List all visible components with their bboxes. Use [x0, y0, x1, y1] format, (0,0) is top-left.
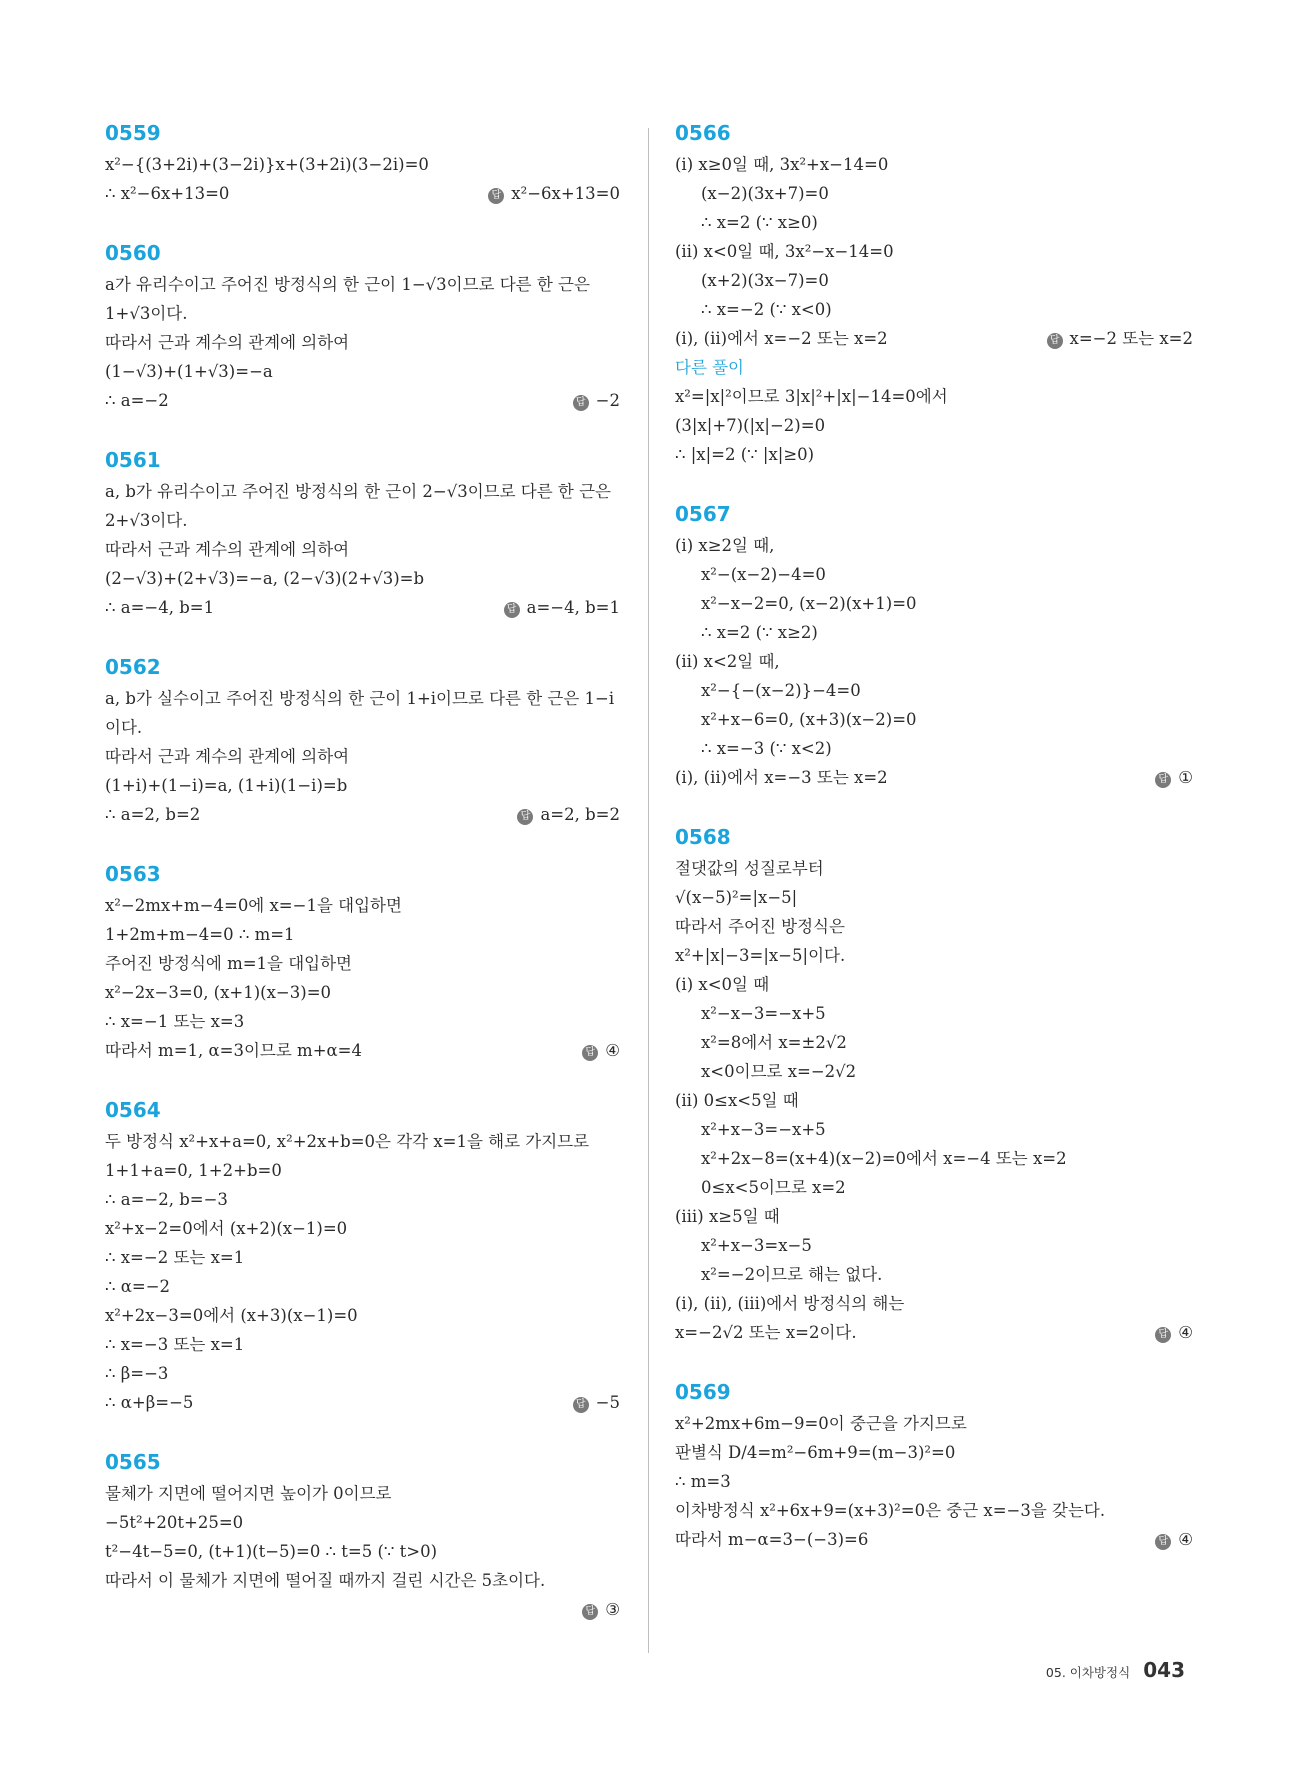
solution-line — [675, 676, 1193, 705]
line-text: ∴ x=−3 (∵ x<2) — [701, 739, 832, 758]
answer-badge-icon: 답 — [1155, 1534, 1171, 1550]
line-text: (ⅱ) x<2일 때, — [675, 652, 780, 671]
solution-line — [675, 1115, 1193, 1144]
line-text: t²−4t−5=0, (t+1)(t−5)=0 ∴ t=5 (∵ t>0) — [105, 1542, 438, 1561]
page-footer — [1046, 1658, 1185, 1682]
line-text: 물체가 지면에 떨어지면 높이가 0이므로 — [105, 1484, 392, 1503]
solution-line — [675, 1467, 1193, 1496]
line-text: ∴ β=−3 — [105, 1364, 169, 1383]
line-text: x²−2mx+m−4=0에 x=−1을 대입하면 — [105, 896, 402, 915]
line-text: x²−x−3=−x+5 — [701, 1004, 826, 1023]
line-text: √(x−5)²=|x−5| — [675, 888, 798, 907]
solution-line — [105, 1127, 620, 1156]
line-text: −5t²+20t+25=0 — [105, 1513, 244, 1532]
solution-line — [675, 150, 1193, 179]
line-text: ∴ x=−3 또는 x=1 — [105, 1335, 245, 1354]
solution-line — [105, 1243, 620, 1272]
problem-number: 0562 — [105, 655, 161, 679]
problem-block — [105, 652, 620, 829]
solution-line — [105, 742, 620, 771]
line-text: 2+√3이다. — [105, 511, 188, 530]
solution-line — [105, 800, 620, 829]
line-text: x²=|x|²이므로 3|x|²+|x|−14=0에서 — [675, 387, 948, 406]
line-text: (3|x|+7)(|x|−2)=0 — [675, 416, 826, 435]
solution-line — [105, 891, 620, 920]
solution-line — [675, 970, 1193, 999]
answer-value: −2 — [595, 391, 620, 410]
solution-line — [105, 270, 620, 299]
solution-line — [675, 560, 1193, 589]
solution-line — [105, 1214, 620, 1243]
line-text: 이차방정식 x²+6x+9=(x+3)²=0은 중근 x=−3을 갖는다. — [675, 1501, 1106, 1520]
problem-number: 0563 — [105, 862, 161, 886]
line-text: (1−√3)+(1+√3)=−a — [105, 362, 273, 381]
line-text: ∴ |x|=2 (∵ |x|≥0) — [675, 445, 815, 464]
solution-line — [675, 1144, 1193, 1173]
solution-line — [105, 1156, 620, 1185]
solution-line — [105, 1272, 620, 1301]
answer-badge-icon: 답 — [1047, 333, 1063, 349]
solution-line — [105, 920, 620, 949]
solution-line — [675, 411, 1193, 440]
line-text: x<0이므로 x=−2√2 — [701, 1062, 857, 1081]
solution-line — [105, 771, 620, 800]
answer — [582, 1036, 620, 1065]
answer-value: a=2, b=2 — [540, 805, 620, 824]
line-text: x²−2x−3=0, (x+1)(x−3)=0 — [105, 983, 332, 1002]
solution-line — [105, 1388, 620, 1417]
solution-line — [105, 535, 620, 564]
line-text: 따라서 이 물체가 지면에 떨어질 때까지 걸린 시간은 5초이다. — [105, 1571, 546, 1590]
answer-badge-icon: 답 — [582, 1604, 598, 1620]
solution-line — [105, 978, 620, 1007]
alternative-solution-label — [675, 353, 1193, 382]
line-text: (2−√3)+(2+√3)=−a, (2−√3)(2+√3)=b — [105, 569, 425, 588]
line-text: 다른 풀이 — [675, 358, 745, 377]
line-text: 1+2m+m−4=0 ∴ m=1 — [105, 925, 295, 944]
line-text: a가 유리수이고 주어진 방정식의 한 근이 1−√3이므로 다른 한 근은 — [105, 275, 590, 294]
solution-line — [675, 941, 1193, 970]
solution-line — [675, 179, 1193, 208]
line-text: ∴ a=−2 — [105, 391, 169, 410]
solution-line — [675, 531, 1193, 560]
solution-line — [675, 618, 1193, 647]
problem-number: 0559 — [105, 121, 161, 145]
line-text: x²+2x−8=(x+4)(x−2)=0에서 x=−4 또는 x=2 — [701, 1149, 1067, 1168]
line-text: 따라서 근과 계수의 관계에 의하여 — [105, 747, 350, 766]
problem-number: 0568 — [675, 825, 731, 849]
solution-line — [675, 1086, 1193, 1115]
solution-line — [675, 237, 1193, 266]
line-text: 따라서 m=1, α=3이므로 m+α=4 — [105, 1041, 362, 1060]
solution-line — [105, 1479, 620, 1508]
line-text: ∴ a=2, b=2 — [105, 805, 201, 824]
problem-block — [675, 499, 1193, 792]
answer — [517, 800, 620, 829]
solution-line — [105, 1537, 620, 1566]
answer — [573, 1388, 620, 1417]
solution-line — [675, 1409, 1193, 1438]
answer-badge-icon: 답 — [573, 1397, 589, 1413]
solution-line — [675, 1202, 1193, 1231]
line-text: x²+|x|−3=|x−5|이다. — [675, 946, 846, 965]
answer — [1047, 324, 1193, 353]
line-text: ∴ x=−1 또는 x=3 — [105, 1012, 245, 1031]
solution-line — [105, 1508, 620, 1537]
answer-badge-icon: 답 — [573, 395, 589, 411]
line-text: (1+i)+(1−i)=a, (1+i)(1−i)=b — [105, 776, 348, 795]
line-text: ∴ m=3 — [675, 1472, 731, 1491]
solution-line — [105, 328, 620, 357]
solution-line — [105, 179, 620, 208]
solution-line — [105, 1185, 620, 1214]
line-text: x²=−2이므로 해는 없다. — [701, 1265, 883, 1284]
solution-line — [675, 734, 1193, 763]
solution-line — [675, 589, 1193, 618]
answer — [573, 386, 620, 415]
solution-line — [675, 1260, 1193, 1289]
line-text: x²+2x−3=0에서 (x+3)(x−1)=0 — [105, 1306, 358, 1325]
answer — [504, 593, 620, 622]
line-text: (ⅰ), (ⅱ), (ⅲ)에서 방정식의 해는 — [675, 1294, 905, 1313]
solution-line — [675, 1173, 1193, 1202]
solution-line — [105, 477, 620, 506]
solution-line — [105, 1330, 620, 1359]
solution-line — [675, 1057, 1193, 1086]
solution-line — [675, 1525, 1193, 1554]
solution-line — [675, 1318, 1193, 1347]
solution-line — [105, 564, 620, 593]
page-number: 043 — [1143, 1658, 1185, 1682]
line-text: x²=8에서 x=±2√2 — [701, 1033, 847, 1052]
line-text: (ⅰ) x≥0일 때, 3x²+x−14=0 — [675, 155, 889, 174]
solution-line — [105, 1301, 620, 1330]
problem-number: 0561 — [105, 448, 161, 472]
answer-value: ④ — [1178, 1323, 1193, 1342]
problem-block — [675, 118, 1193, 469]
line-text: 0≤x<5이므로 x=2 — [701, 1178, 846, 1197]
answer-value: x=−2 또는 x=2 — [1069, 329, 1193, 348]
problem-block — [105, 1095, 620, 1417]
line-text: a, b가 유리수이고 주어진 방정식의 한 근이 2−√3이므로 다른 한 근은 — [105, 482, 611, 501]
line-text: (ⅲ) x≥5일 때 — [675, 1207, 780, 1226]
line-text: ∴ x=2 (∵ x≥0) — [701, 213, 818, 232]
problem-block — [105, 118, 620, 208]
line-text: (x−2)(3x+7)=0 — [701, 184, 829, 203]
line-text: ∴ α+β=−5 — [105, 1393, 194, 1412]
answer — [1155, 763, 1193, 792]
answer-badge-icon: 답 — [517, 809, 533, 825]
problem-block — [675, 822, 1193, 1347]
line-text: ∴ a=−4, b=1 — [105, 598, 215, 617]
solution-line — [675, 883, 1193, 912]
solution-line — [105, 713, 620, 742]
solution-line — [105, 1566, 620, 1595]
problem-block — [105, 859, 620, 1065]
solution-line — [675, 1438, 1193, 1467]
line-text: x²+x−3=−x+5 — [701, 1120, 826, 1139]
answer-value: ④ — [1178, 1530, 1193, 1549]
line-text: ∴ a=−2, b=−3 — [105, 1190, 228, 1209]
line-text: (ⅰ), (ⅱ)에서 x=−2 또는 x=2 — [675, 329, 888, 348]
solution-line — [105, 357, 620, 386]
solution-line — [105, 1007, 620, 1036]
solution-line — [675, 266, 1193, 295]
solution-line — [675, 1231, 1193, 1260]
line-text: 주어진 방정식에 m=1을 대입하면 — [105, 954, 352, 973]
solution-line — [675, 705, 1193, 734]
solution-line — [675, 295, 1193, 324]
line-text: ∴ x=−2 또는 x=1 — [105, 1248, 245, 1267]
answer — [1155, 1525, 1193, 1554]
problem-block — [675, 1377, 1193, 1554]
line-text: (ⅰ) x≥2일 때, — [675, 536, 775, 555]
line-text: 따라서 m−α=3−(−3)=6 — [675, 1530, 869, 1549]
answer-badge-icon: 답 — [1155, 1327, 1171, 1343]
answer-value: −5 — [595, 1393, 620, 1412]
line-text: 판별식 D/4=m²−6m+9=(m−3)²=0 — [675, 1443, 956, 1462]
line-text: x²−{(3+2i)+(3−2i)}x+(3+2i)(3−2i)=0 — [105, 155, 429, 174]
problem-number: 0564 — [105, 1098, 161, 1122]
solution-line — [105, 1036, 620, 1065]
solution-line — [675, 208, 1193, 237]
solution-line — [675, 763, 1193, 792]
solution-line — [675, 647, 1193, 676]
answer-badge-icon: 답 — [504, 602, 520, 618]
answer-value: ③ — [605, 1600, 620, 1619]
line-text: (x+2)(3x−7)=0 — [701, 271, 829, 290]
problem-block — [105, 445, 620, 622]
line-text: x²+x−2=0에서 (x+2)(x−1)=0 — [105, 1219, 348, 1238]
solution-line — [675, 854, 1193, 883]
line-text: (ⅱ) x<0일 때, 3x²−x−14=0 — [675, 242, 894, 261]
column-divider — [648, 128, 649, 1653]
line-text: ∴ x=2 (∵ x≥2) — [701, 623, 818, 642]
line-text: a, b가 실수이고 주어진 방정식의 한 근이 1+i이므로 다른 한 근은 1−i — [105, 689, 615, 708]
answer — [488, 179, 620, 208]
answer-value: x²−6x+13=0 — [511, 184, 620, 203]
problem-number: 0569 — [675, 1380, 731, 1404]
line-text: x²+x−3=x−5 — [701, 1236, 812, 1255]
line-text: 두 방정식 x²+x+a=0, x²+2x+b=0은 각각 x=1을 해로 가지므로 — [105, 1132, 590, 1151]
line-text: (ⅱ) 0≤x<5일 때 — [675, 1091, 799, 1110]
line-text: 1+√3이다. — [105, 304, 188, 323]
answer — [582, 1595, 620, 1624]
problem-block — [105, 238, 620, 415]
solution-line — [105, 949, 620, 978]
line-text: x²−{−(x−2)}−4=0 — [701, 681, 861, 700]
line-text: x²+2mx+6m−9=0이 중근을 가지므로 — [675, 1414, 967, 1433]
line-text: ∴ x=−2 (∵ x<0) — [701, 300, 832, 319]
solution-line — [675, 999, 1193, 1028]
line-text: (ⅰ), (ⅱ)에서 x=−3 또는 x=2 — [675, 768, 888, 787]
problem-number: 0560 — [105, 241, 161, 265]
line-text: (ⅰ) x<0일 때 — [675, 975, 770, 994]
line-text: x=−2√2 또는 x=2이다. — [675, 1323, 857, 1342]
answer-badge-icon: 답 — [488, 188, 504, 204]
solution-line — [675, 382, 1193, 411]
line-text: ∴ α=−2 — [105, 1277, 171, 1296]
solution-line — [105, 1359, 620, 1388]
solution-line — [105, 1595, 620, 1624]
solution-line — [105, 684, 620, 713]
line-text: 절댓값의 성질로부터 — [675, 859, 824, 878]
line-text: x²−(x−2)−4=0 — [701, 565, 826, 584]
line-text: 이다. — [105, 718, 143, 737]
solution-line — [105, 299, 620, 328]
solution-line — [675, 1496, 1193, 1525]
problem-number: 0566 — [675, 121, 731, 145]
solution-line — [105, 593, 620, 622]
left-column — [105, 118, 620, 1654]
solution-line — [675, 440, 1193, 469]
problem-number: 0567 — [675, 502, 731, 526]
solution-line — [675, 324, 1193, 353]
line-text: 1+1+a=0, 1+2+b=0 — [105, 1161, 282, 1180]
problem-number: 0565 — [105, 1450, 161, 1474]
problem-block — [105, 1447, 620, 1624]
right-column — [675, 118, 1193, 1584]
line-text: 따라서 근과 계수의 관계에 의하여 — [105, 333, 350, 352]
solution-line — [105, 150, 620, 179]
line-text: x²+x−6=0, (x+3)(x−2)=0 — [701, 710, 917, 729]
line-text: 따라서 근과 계수의 관계에 의하여 — [105, 540, 350, 559]
solution-line — [675, 1028, 1193, 1057]
answer-badge-icon: 답 — [1155, 772, 1171, 788]
chapter-title: 05. 이차방정식 — [1045, 1665, 1131, 1680]
solution-line — [675, 912, 1193, 941]
line-text: x²−x−2=0, (x−2)(x+1)=0 — [701, 594, 917, 613]
line-text: 따라서 주어진 방정식은 — [675, 917, 845, 936]
answer-value: a=−4, b=1 — [526, 598, 620, 617]
line-text: ∴ x²−6x+13=0 — [105, 184, 230, 203]
solution-line — [105, 386, 620, 415]
answer-badge-icon: 답 — [582, 1045, 598, 1061]
solution-line — [675, 1289, 1193, 1318]
solution-line — [105, 506, 620, 535]
answer — [1155, 1318, 1193, 1347]
answer-value: ④ — [605, 1041, 620, 1060]
answer-value: ① — [1178, 768, 1193, 787]
